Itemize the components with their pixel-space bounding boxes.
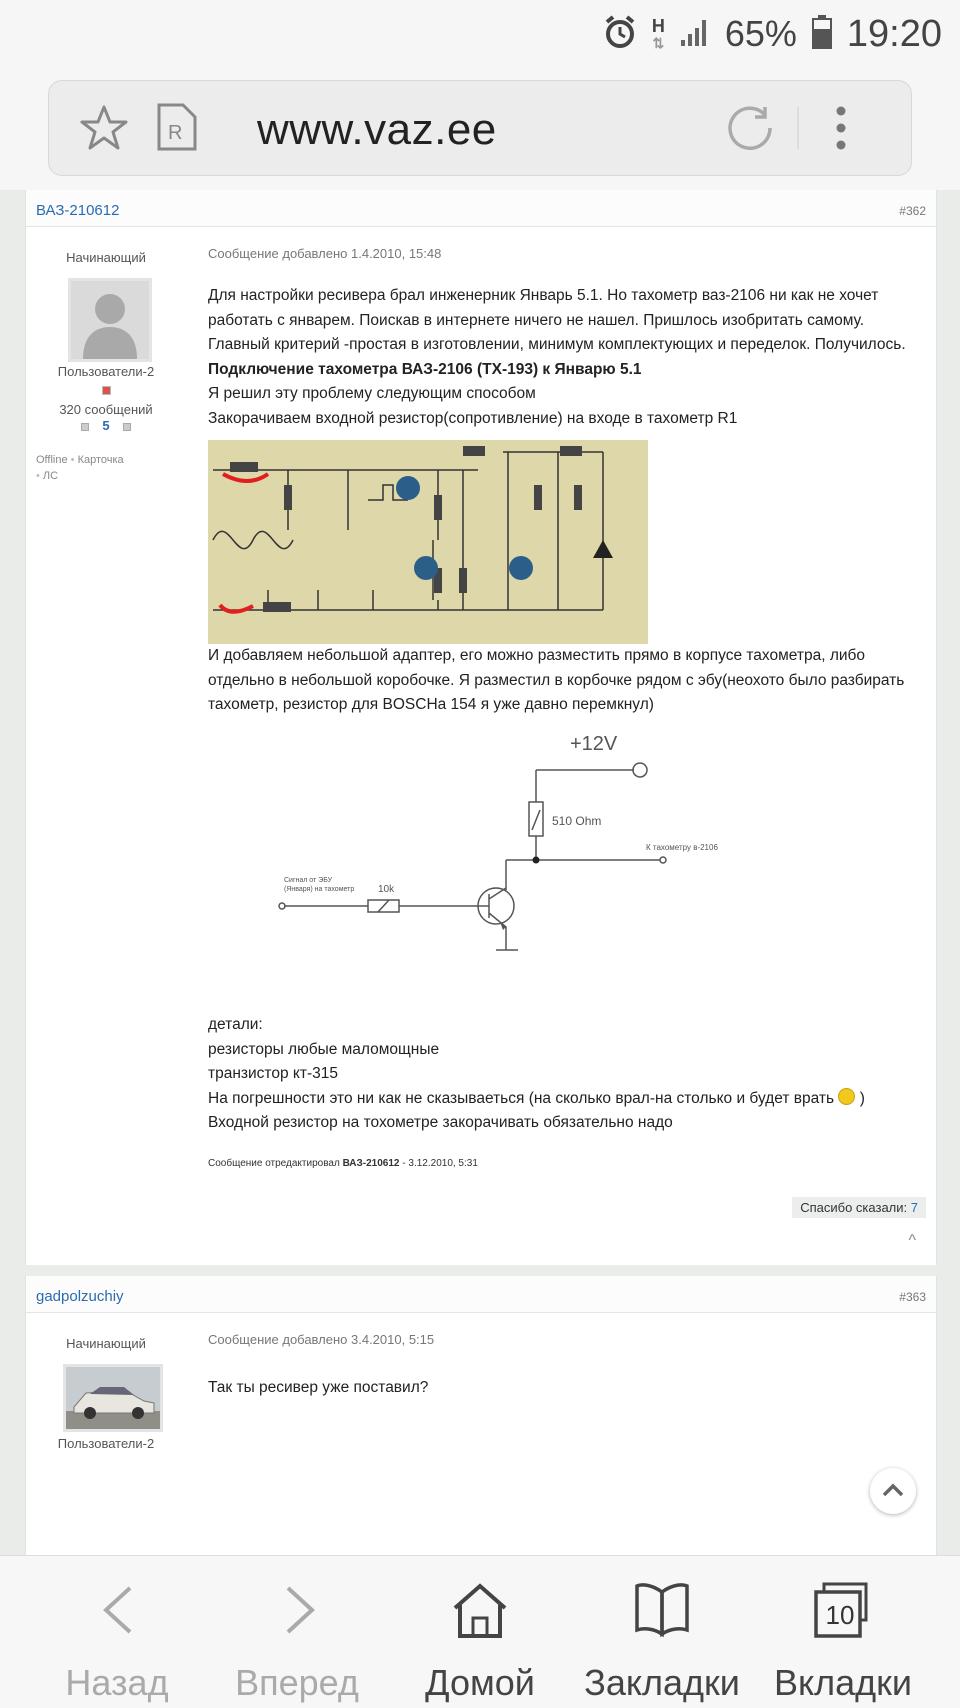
browser-toolbar	[0, 68, 960, 191]
default-avatar-icon	[71, 281, 149, 359]
avatar[interactable]	[63, 1364, 163, 1432]
details-line	[208, 1087, 928, 1112]
tabs-label: Вкладки	[773, 1662, 913, 1703]
input-label: Сигнал от ЭБУ	[284, 877, 333, 884]
post-number[interactable]: #363	[899, 1290, 926, 1304]
group-indicator	[102, 386, 111, 395]
thanks-badge[interactable]: Спасибо сказали: 7	[792, 1197, 926, 1218]
post-paragraph: Для настройки ресивера брал инженерник Январь 5.1. Но тахометр ваз-2106 ни как не хочет работать с январем. Поискав в интернете ничего не нашел. Пришлось изобритать самому. Главный критерий -простая в изготовлении, минимум комплектующих и переделок. Получилось.	[208, 287, 906, 353]
post-heading: Подключение тахометра ВАЗ-2106 (ТХ-193) к Январю 5.1	[208, 360, 642, 378]
back-button[interactable]	[22, 1556, 212, 1708]
adapter-schematic-image[interactable]	[256, 722, 776, 972]
avatar[interactable]	[68, 278, 152, 362]
battery-icon	[811, 14, 833, 55]
input-resistor-label: 10k	[378, 884, 395, 895]
details-line: Входной резистор на тохометре закорачивать обязательно надо	[208, 1114, 673, 1131]
car-avatar-icon	[66, 1367, 160, 1429]
svg-text:R: R	[168, 122, 183, 144]
bookmarks-book-icon	[567, 1580, 757, 1640]
reload-icon[interactable]	[725, 103, 775, 158]
home-button[interactable]	[385, 1556, 575, 1708]
details-line: транзистор кт-315	[208, 1065, 338, 1082]
user-group: Пользователи-2	[57, 1436, 155, 1451]
reader-mode-icon[interactable]	[155, 101, 199, 158]
more-menu-icon[interactable]	[835, 105, 847, 156]
tabs-button[interactable]	[748, 1556, 938, 1708]
resistor-label: 510 Ohm	[552, 814, 602, 828]
post-body	[208, 284, 928, 431]
reputation	[26, 418, 186, 433]
rep-plus-button[interactable]	[123, 423, 131, 431]
offline-status: Offline	[36, 454, 68, 466]
divider	[797, 107, 799, 149]
user-rank: Начинающий	[66, 250, 146, 265]
bookmarks-label: Закладки	[584, 1662, 740, 1703]
alarm-icon	[602, 14, 638, 55]
home-label: Домой	[425, 1662, 535, 1703]
chevron-up-icon	[870, 1468, 916, 1514]
post-date: Сообщение добавлено 3.4.2010, 5:15	[208, 1332, 435, 1347]
smiley-icon	[838, 1088, 855, 1105]
post-line: Закорачиваем входной резистор(сопротивление) на входе в тахометр R1	[208, 409, 738, 427]
details-text-end: )	[859, 1089, 865, 1107]
battery-percent: 65%	[724, 13, 797, 54]
details-line: резисторы любые маломощные	[208, 1040, 440, 1058]
user-post-count[interactable]: 320 сообщений	[59, 402, 153, 417]
forum-post	[25, 190, 937, 1265]
details-text: На погрешности это ни как не сказываеться (на сколько врал-на столько и будет врать	[208, 1089, 835, 1107]
forum-post	[25, 1276, 937, 1555]
status-bar	[0, 0, 960, 68]
post-number[interactable]: #362	[899, 204, 926, 218]
edit-author[interactable]: ВАЗ-210612	[342, 1158, 400, 1169]
user-rank: Начинающий	[66, 1336, 146, 1351]
back-arrow-icon	[22, 1580, 212, 1640]
details-block	[208, 1013, 928, 1136]
post-date: Сообщение добавлено 1.4.2010, 15:48	[208, 246, 442, 261]
bookmark-star-icon[interactable]	[79, 103, 129, 158]
post-line: Я решил эту проблему следующим способом	[208, 385, 536, 402]
input-label-2: (Января) на тахометр	[284, 886, 355, 893]
back-label: Назад	[65, 1662, 169, 1703]
bookmarks-button[interactable]	[567, 1556, 757, 1708]
forward-button[interactable]	[202, 1556, 392, 1708]
post-paragraph: И добавляем небольшой адаптер, его можно разместить прямо в корпусе тахометра, либо отдельно в небольшой коробочке. Я разместил в корбочке рядом с эбу(неохото было разбирать тахометр, резистор для BOSCHа 154 я уже давно перемкнул)	[208, 647, 905, 713]
profile-card-link[interactable]: Карточка	[77, 454, 124, 466]
home-icon	[385, 1580, 575, 1640]
forward-label: Вперед	[235, 1662, 359, 1703]
tab-count: 10	[825, 1600, 855, 1630]
tachometer-circuit-image[interactable]	[208, 440, 648, 644]
tabs-icon	[748, 1580, 938, 1640]
post-header	[26, 190, 936, 227]
scroll-to-top-button[interactable]	[870, 1468, 916, 1514]
bottom-navigation	[0, 1555, 960, 1708]
address-bar[interactable]	[48, 80, 912, 176]
clock: 19:20	[846, 12, 942, 55]
pm-link[interactable]: ЛС	[42, 470, 59, 482]
user-links: Offline • Карточка • ЛС	[36, 454, 124, 482]
post-body	[208, 644, 928, 718]
forward-arrow-icon	[202, 1580, 392, 1640]
network-type-icon: H ⇅	[651, 15, 665, 51]
url-text[interactable]: www.vaz.ee	[257, 105, 497, 154]
post-author[interactable]: gadpolzuchiy	[36, 1288, 124, 1305]
post-header	[26, 1276, 936, 1313]
post-text: Так ты ресивер уже поставил?	[208, 1379, 429, 1396]
forum-page	[0, 190, 960, 1555]
output-label: К тахометру в-2106	[646, 843, 718, 852]
rep-minus-button[interactable]	[81, 423, 89, 431]
thanks-count: 7	[910, 1200, 918, 1215]
post-author[interactable]: ВАЗ-210612	[36, 202, 120, 219]
vcc-label: +12V	[570, 733, 618, 755]
rep-value: 5	[102, 418, 110, 433]
scroll-up-link-icon[interactable]: ^	[908, 1232, 916, 1249]
signal-icon	[679, 16, 711, 53]
edit-note: Сообщение отредактировал ВАЗ-210612 - 3.12.2010, 5:31	[208, 1158, 478, 1169]
user-group: Пользователи-2	[57, 364, 155, 379]
details-title: детали:	[208, 1016, 263, 1033]
